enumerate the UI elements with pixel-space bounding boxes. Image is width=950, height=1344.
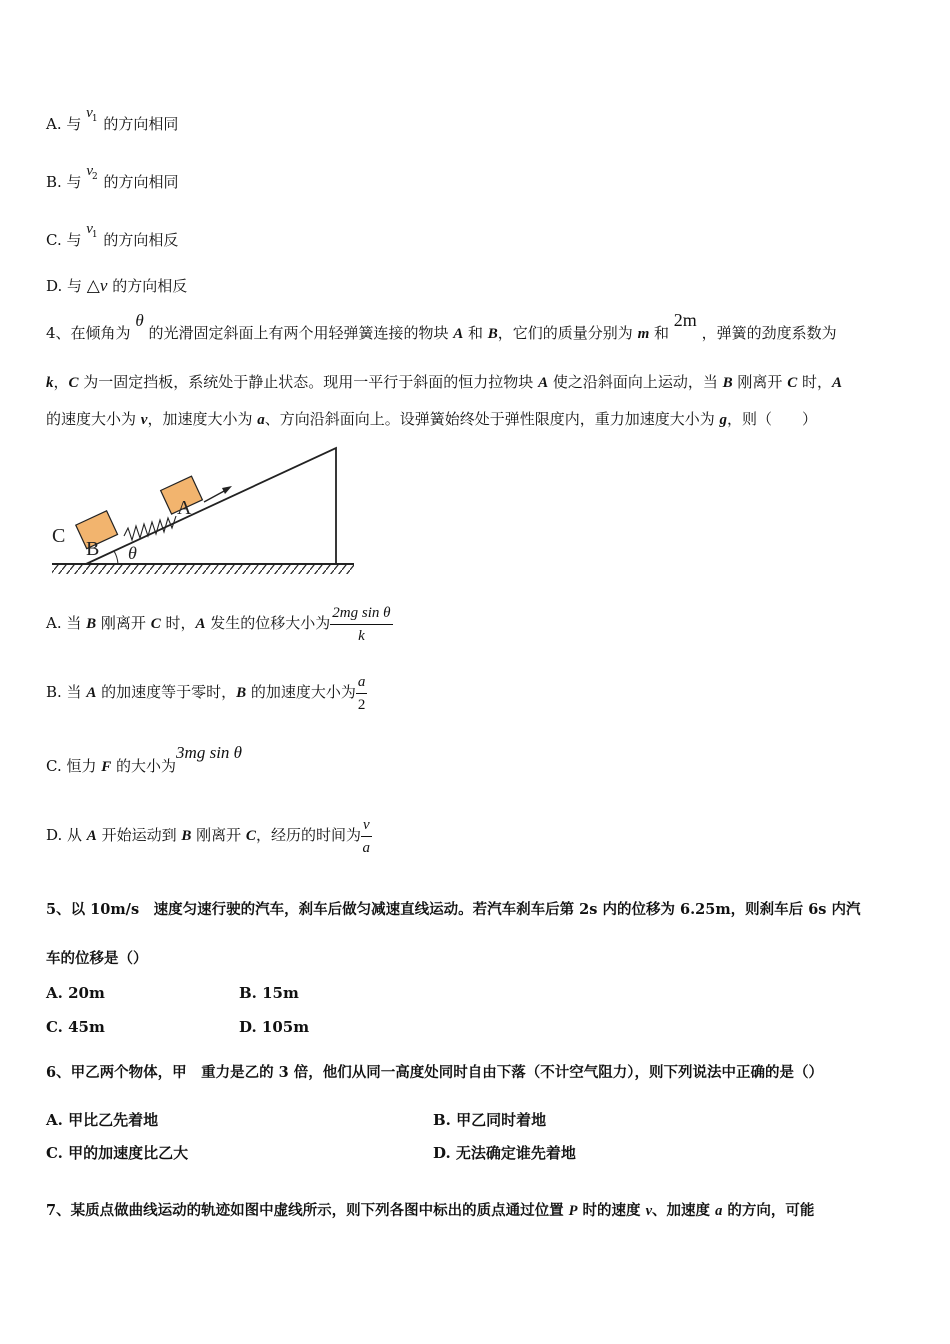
q5-option-b: B. 15m [239, 984, 299, 1002]
q4-option-a: A. 当 B 刚离开 C 时，A 发生的位移大小为 $\frac{\text{2mg sin θ}}{k}$ [46, 604, 391, 644]
q4-option-b: B. 当 A 的加速度等于零时，B 的加速度大小为 $\frac{a}{2}$ [46, 673, 366, 713]
label-a: A [177, 497, 192, 519]
q5-stem-line2: 车的位移是（） [46, 950, 148, 967]
q5-option-d: D. 105m [239, 1018, 310, 1036]
q5-option-c: C. 45m [46, 1018, 105, 1036]
q4-stem-line2: k，C 为一固定挡板，系统处于静止状态。现用一平行于斜面的恒力拉物块 A 使之沿斜面向上运动，当 B 刚离开 C 时，A [46, 373, 843, 391]
q3-option-a: A. 与 $v^1$ 的方向相同 [46, 105, 179, 133]
q6-option-a: A. 甲比乙先着地 [46, 1111, 159, 1129]
q3-option-d: D. 与 △v 的方向相反 [46, 276, 188, 296]
q4-option-d: D. 从 A 开始运动到 B 刚离开 C，经历的时间为 $\frac{v}{a}$ [46, 816, 371, 856]
q3-option-c: C. 与 $v^1$ 的方向相反 [46, 221, 179, 249]
ground-hatch [52, 565, 354, 574]
fraction-a-over-2: $\frac{a}{2}$ [357, 673, 366, 713]
q5-option-a: A. 20m [46, 984, 105, 1002]
label-c: C [52, 525, 66, 547]
fraction-2mgsin-over-k: $\frac{\text{2mg sin θ}}{k}$ [332, 604, 391, 644]
force-arrow-head [222, 486, 232, 494]
q4-stem-line3: 的速度大小为 v，加速度大小为 a、方向沿斜面向上。设弹簧始终处于弹性限度内，重力加速度大小为 g，则（ ） [46, 410, 818, 428]
angle-arc [114, 551, 118, 564]
q4-stem-line1: 4、在倾角为 θ 的光滑固定斜面上有两个用轻弹簧连接的物块 A 和 B，它们的质量分别为 m 和 2m ，弹簧的劲度系数为 [46, 310, 837, 342]
q6-stem: 6、甲乙两个物体，甲 重力是乙的 3 倍，他们从同一高度处同时自由下落（不计空气阻力），则下列说法中正确的是（） [46, 1064, 824, 1081]
q6-option-b: B. 甲乙同时着地 [433, 1111, 547, 1129]
label-theta: θ [128, 543, 137, 563]
q6-option-c: C. 甲的加速度比乙大 [46, 1144, 189, 1162]
q6-option-d: D. 无法确定谁先着地 [433, 1144, 576, 1162]
label-b: B [86, 538, 100, 560]
q7-stem: 7、某质点做曲线运动的轨迹如图中虚线所示，则下列各图中标出的质点通过位置 P 时的速度 v、加速度 a 的方向，可能 [46, 1202, 815, 1219]
q5-stem-line1: 5、以 10m/s 速度匀速行驶的汽车，刹车后做匀减速直线运动。若汽车刹车后第 2s 内的位移为 6.25m，则刹车后 6s 内汽 [46, 901, 861, 918]
q3-option-b: B. 与 $v^2$ 的方向相同 [46, 163, 179, 191]
spring [124, 516, 176, 540]
fraction-v-over-a: $\frac{v}{a}$ [362, 816, 371, 856]
q4-option-c: C. 恒力 F 的大小为3mg sin θ [46, 743, 243, 775]
incline-plane [86, 448, 336, 564]
incline-figure [46, 440, 366, 582]
